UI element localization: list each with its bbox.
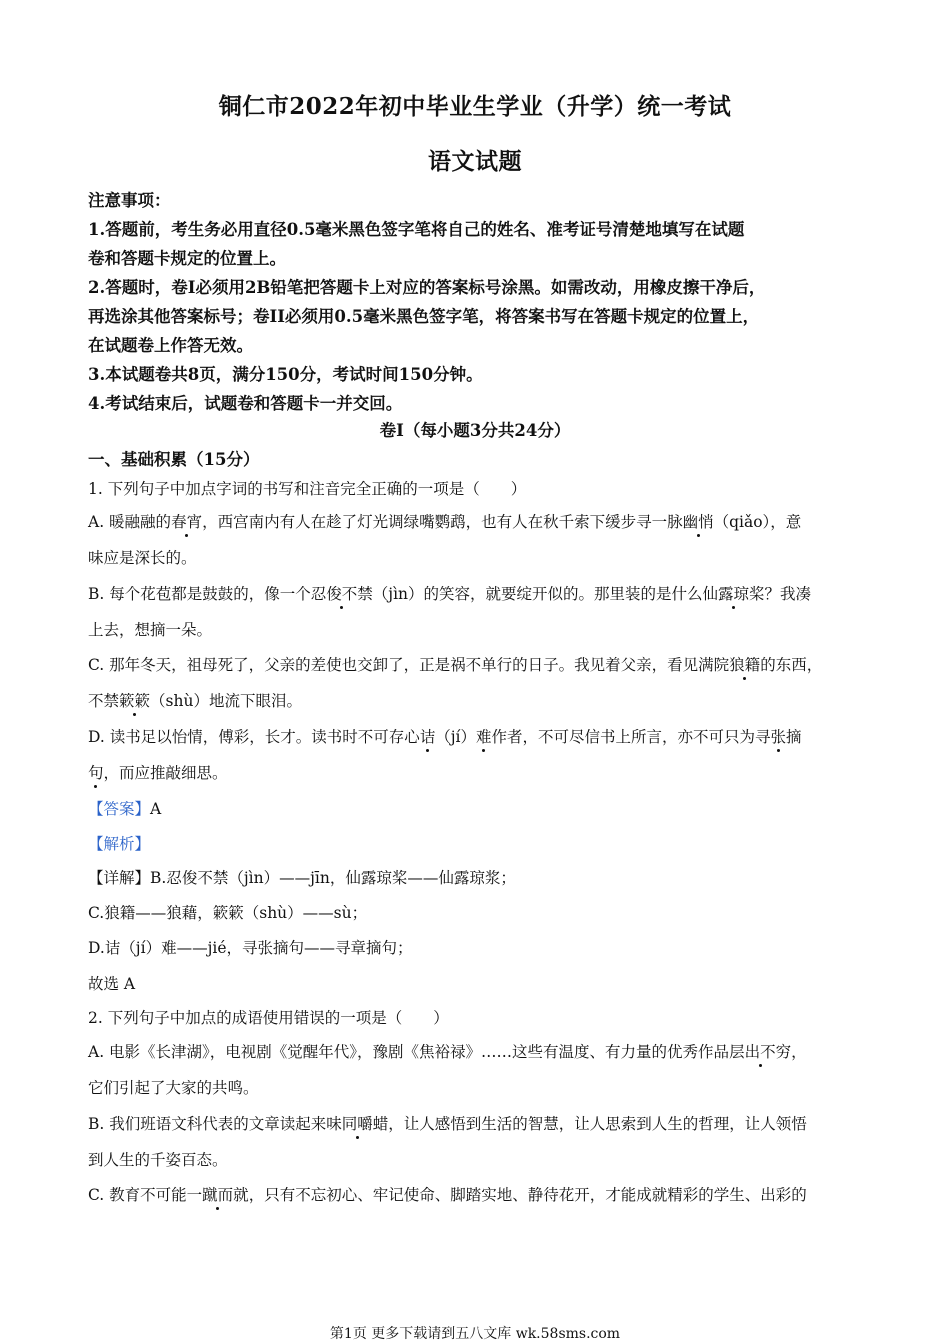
q1-stem: 1. 下列句子中加点字词的书写和注音完全正确的一项是（ ） (88, 480, 527, 498)
q1-option-b-cont: 上去，想摘一朵。 (88, 621, 213, 639)
q1-option-d-cont (88, 761, 228, 783)
q1-option-b (88, 582, 811, 604)
text: ，西宫南内有人在趁了灯光调绿嘴鹦鹉，也有人在秋千索下缓步寻一脉 (202, 513, 683, 531)
exam-subtitle: 语文试题 (428, 148, 522, 175)
q1-detail-c: C.狼籍——狼藉，簌簌（shù）——sù； (88, 904, 368, 922)
q2-option-b (88, 1112, 807, 1134)
notice-line: 再选涂其他答案标号；卷II必须用0.5毫米黑色签字笔，将答案书写在答题卡规定的位置上， (88, 307, 760, 326)
notice-line: 4.考试结束后，试题卷和答题卡一并交回。 (88, 394, 403, 413)
dotted-word: 春宵 (171, 513, 203, 531)
dotted-word: 味同嚼蜡 (326, 1115, 389, 1133)
text: ？我凑 (764, 585, 812, 603)
section-heading: 卷I（每小题3分共24分） (379, 421, 571, 440)
text: C. 那年冬天，祖母死了，父亲的差使也交卸了，正是祸不单行的日子。我见着父亲，看见满院 (88, 656, 730, 674)
text: ，只有不忘初心、牢记使命、脚踏实地、静待花开，才能成就精彩的学生、出彩的 (248, 1186, 807, 1204)
q1-choose: 故选 A (88, 975, 136, 993)
dotted-word: 簌簌 (119, 692, 151, 710)
notice-line: 3.本试题卷共8页，满分150分，考试时间150分钟。 (88, 365, 483, 384)
dotted-word: 狼籍 (729, 656, 761, 674)
q1-option-d (88, 725, 802, 747)
text: A. 电影《长津湖》，电视剧《觉醒年代》，豫剧《焦裕禄》……这些有温度、有力量的优秀作品 (88, 1043, 730, 1061)
text: ， (791, 1043, 807, 1061)
answer-label: 【答案】 (88, 800, 151, 818)
analysis-label: 【解析】 (88, 835, 151, 853)
text: 的东西， (760, 656, 823, 674)
text: ，而应推敲细思。 (103, 764, 228, 782)
text: B. 每个花苞都是鼓鼓的，像一个 (88, 585, 311, 603)
text: C. 教育不可能 (88, 1186, 187, 1204)
exam-title: 铜仁市2022年初中毕业生学业（升学）统一考试 (218, 93, 732, 120)
q2-option-a (88, 1040, 807, 1062)
notice-block (88, 186, 888, 418)
dotted-word: 仙露琼桨 (702, 585, 765, 603)
dotted-word: 幽悄 (682, 513, 714, 531)
text: 不禁 (88, 692, 120, 710)
q2-option-b-cont: 到人生的千姿百态。 (88, 1151, 228, 1169)
text: B. 我们班语文科代表的文章读起来 (88, 1115, 327, 1133)
page-footer: 第1页 更多下载请到五八文库 wk.58sms.com (329, 1326, 621, 1342)
notice-line: 卷和答题卡规定的位置上。 (88, 249, 286, 268)
text: （jí） (435, 728, 477, 746)
dotted-word: 层出不穷 (729, 1043, 792, 1061)
notice-line: 2.答题时，卷I必须用2B铅笔把答题卡上对应的答案标号涂黑。如需改动，用橡皮擦干净后， (88, 278, 766, 297)
detail-label: 【详解】 (88, 869, 151, 887)
dotted-word: 寻张摘 (755, 728, 802, 746)
q1-detail-b (88, 866, 516, 888)
text: B.忍俊不禁（jìn）——jīn，仙露琼桨——仙露琼浆； (150, 869, 516, 887)
text: ，让人感悟到生活的智慧，让人思索到人生的哲理，让人领悟 (388, 1115, 807, 1133)
dotted-word: 句 (88, 764, 104, 782)
text: （jìn）的笑容，就要绽开似的。那里装的是什么 (372, 585, 703, 603)
q2-stem: 2. 下列句子中加点的成语使用错误的一项是（ ） (88, 1009, 449, 1027)
dotted-word: 难 (476, 728, 492, 746)
q1-detail-d: D.诘（jí）难——jié，寻张摘句——寻章摘句； (88, 939, 413, 957)
dotted-word: 一蹴而就 (186, 1186, 249, 1204)
notice-line: 在试题卷上作答无效。 (88, 336, 253, 355)
text: （qiǎo），意 (713, 513, 802, 531)
text: D. 读书足以怡情，傅彩，长才。读书时不可存心 (88, 728, 420, 746)
text: 作者，不可尽信书上所言，亦不可只为 (491, 728, 756, 746)
q1-option-a-cont: 味应是深长的。 (88, 549, 197, 567)
notice-line: 1.答题前，考生务必用直径0.5毫米黑色签字笔将自己的姓名、准考证号清楚地填写在试题 (88, 220, 745, 239)
q2-option-c (88, 1183, 807, 1205)
q1-option-a (88, 510, 801, 532)
q1-option-c (88, 653, 822, 675)
notice-heading: 注意事项： (88, 191, 171, 210)
q2-option-a-cont: 它们引起了大家的共鸣。 (88, 1079, 259, 1097)
dotted-word: 忍俊不禁 (310, 585, 373, 603)
text: （shù）地流下眼泪。 (150, 692, 302, 710)
dotted-word: 诘 (419, 728, 436, 746)
q1-answer (88, 797, 161, 819)
part-heading: 一、基础积累（15分） (88, 450, 260, 469)
text: A. 暖融融的 (88, 513, 172, 531)
q1-option-c-cont (88, 689, 302, 711)
answer-value: A (150, 800, 162, 818)
